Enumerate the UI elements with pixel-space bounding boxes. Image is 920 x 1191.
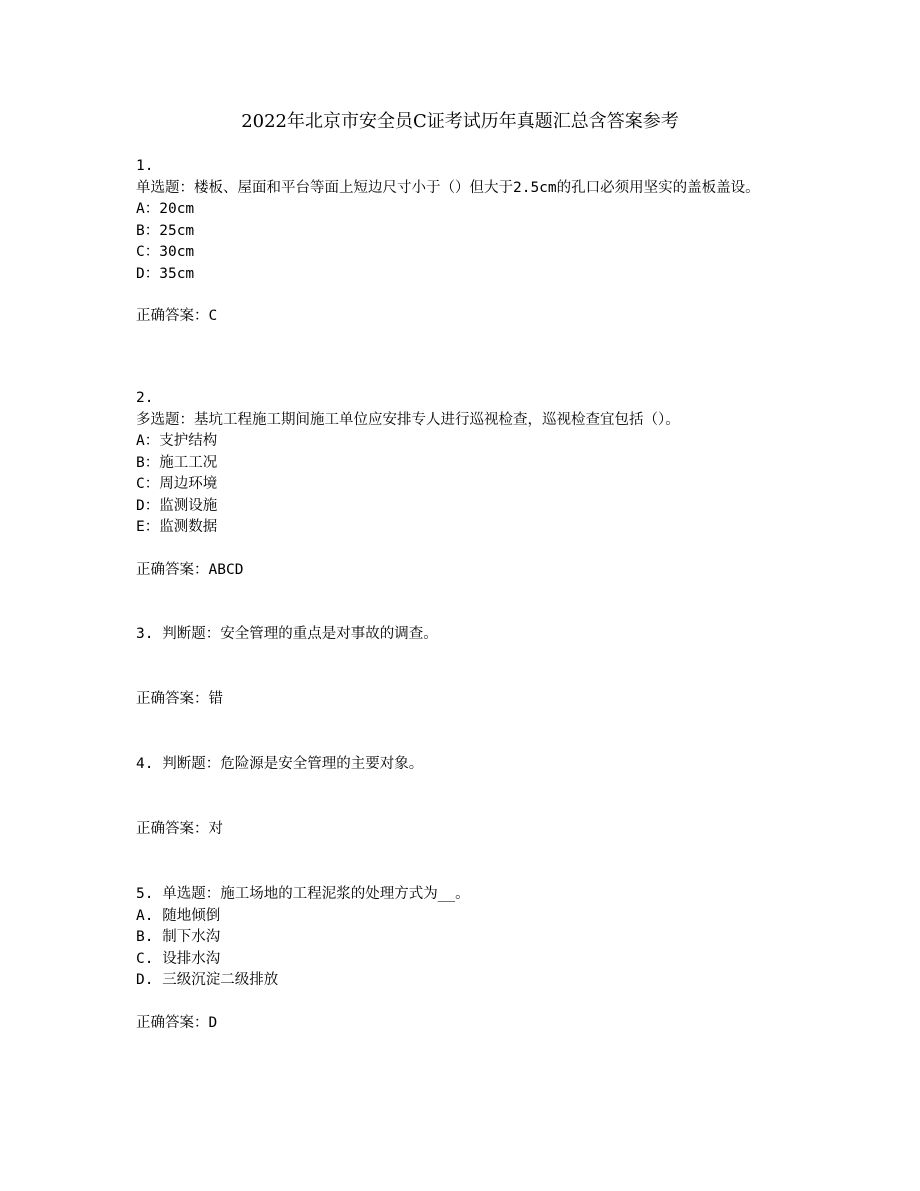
question-list [136, 156, 786, 1031]
option-d: D：35cm [136, 265, 195, 282]
option-a: A：20cm [136, 201, 195, 217]
question-1 [136, 156, 786, 328]
option-a: A. 随地倾倒 [136, 907, 221, 924]
answer-text: 正确答案：对 [136, 820, 223, 837]
option-c: C. 设排水沟 [136, 950, 221, 967]
question-stem: 多选题：基坑工程施工期间施工单位应安排专人进行巡视检查，巡视检查宜包括（）。 [136, 411, 680, 428]
option-e: E：监测数据 [136, 519, 218, 535]
document-title: 2022年北京市安全员C证考试历年真题汇总含答案参考 [241, 111, 679, 132]
option-d: D. 三级沉淀二级排放 [136, 972, 279, 988]
answer-text: 正确答案：错 [136, 690, 223, 707]
question-stem: 4. 判断题：危险源是安全管理的主要对象。 [136, 756, 424, 772]
answer-text: 正确答案：C [136, 308, 218, 324]
question-5 [136, 884, 786, 1034]
question-stem: 5. 单选题：施工场地的工程泥浆的处理方式为__。 [136, 886, 470, 902]
question-number: 2. [136, 390, 154, 406]
option-b: B：施工工况 [136, 454, 218, 471]
option-d: D：监测设施 [136, 497, 218, 514]
question-stem: 3. 判断题：安全管理的重点是对事故的调查。 [136, 626, 438, 642]
question-2 [136, 388, 786, 581]
question-4 [136, 754, 786, 840]
option-b: B. 制下水沟 [136, 929, 221, 945]
answer-text: 正确答案：ABCD [136, 561, 244, 578]
option-b: B：25cm [136, 222, 195, 239]
option-c: C：30cm [136, 244, 195, 260]
question-3 [136, 624, 786, 710]
question-stem: 单选题：楼板、屋面和平台等面上短边尺寸小于（）但大于2.5cm的孔口必须用坚实的盖板盖设。 [136, 179, 760, 196]
question-number: 1. [136, 158, 154, 174]
option-a: A：支护结构 [136, 433, 218, 449]
answer-text: 正确答案：D [136, 1014, 218, 1031]
option-c: C：周边环境 [136, 476, 218, 492]
